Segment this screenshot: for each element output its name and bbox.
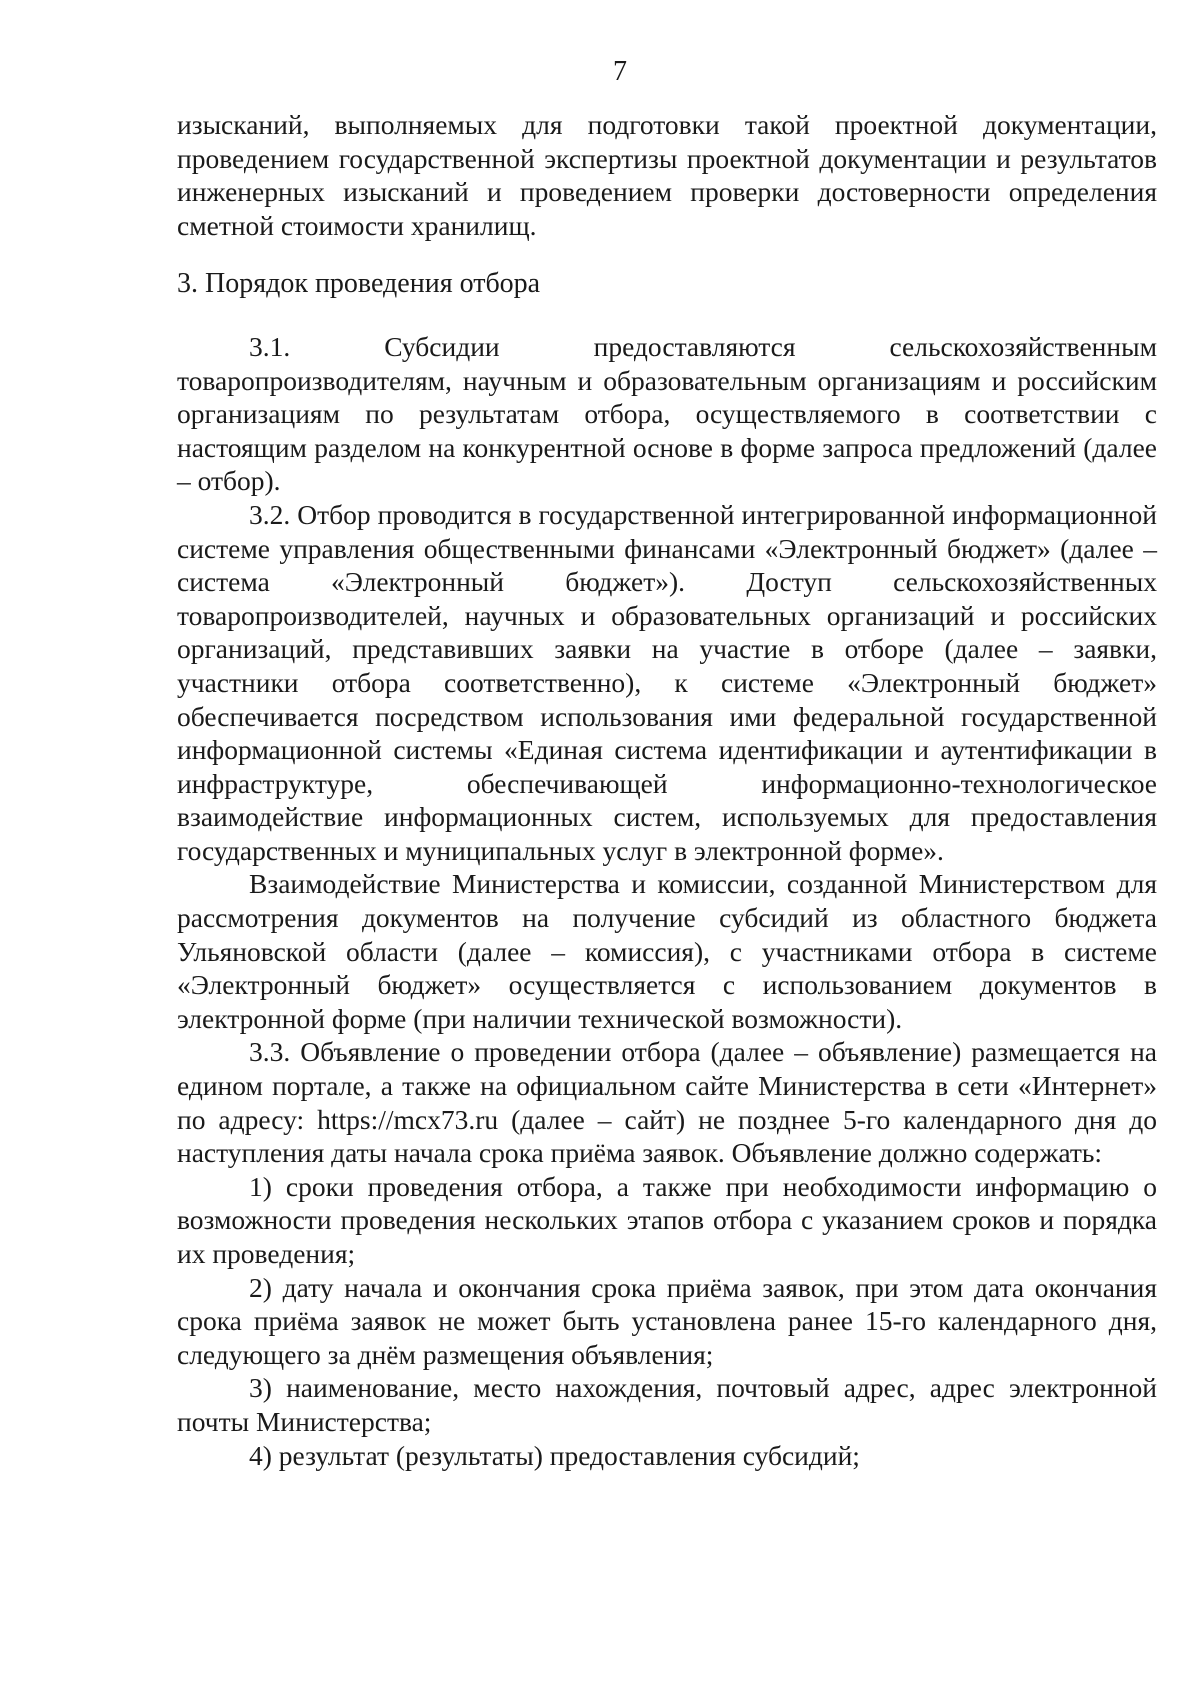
paragraph-3-3: 3.3. Объявление о проведении отбора (далее – объявление) размещается на едином портале, а также на официальном сайте Министерства в сети «Интернет» по адресу: https://mcx73.ru (далее – сайт) не позднее 5-го календарного дня до наступления даты начала срока приёма заявок. Объявление должно содержать: xyxy=(177,1036,1157,1169)
paragraph-3-2: 3.2. Отбор проводится в государственной интегрированной информационной системе управления общественными финансами «Электронный бюджет» (далее – система «Электронный бюджет»). Доступ сельскохозяйственных товаропроизводителей, научных и образовательных организаций и российских организаций, представивших заявки на участие в отборе (далее – заявки, участники отбора соответственно), к системе «Электронный бюджет» обеспечивается посредством использования ими федеральной государственной информационной системы «Единая система идентификации и аутентификации в инфраструктуре, обеспечивающей информационно-технологическое взаимодействие информационных систем, используемых для предоставления государственных и муниципальных услуг в электронной форме». xyxy=(177,498,1157,866)
paragraph-3-1: 3.1. Субсидии предоставляются сельскохозяйственным товаропроизводителям, научным и образовательным организациям и российским организациям по результатам отбора, осуществляемого в соответствии с настоящим разделом на конкурентной основе в форме запроса предложений (далее – отбор). xyxy=(177,330,1157,497)
document-body xyxy=(177,108,1157,1472)
paragraph-interaction: Взаимодействие Министерства и комиссии, созданной Министерством для рассмотрения документов на получение субсидий из областного бюджета Ульяновской области (далее – комиссия), с участниками отбора в системе «Электронный бюджет» осуществляется с использованием документов в электронной форме (при наличии технической возможности). xyxy=(177,868,1157,1034)
list-item-4: 4) результат (результаты) предоставления субсидий; xyxy=(249,1439,860,1471)
list-item-3: 3) наименование, место нахождения, почтовый адрес, адрес электронной почты Министерства; xyxy=(177,1372,1157,1437)
continuation-paragraph: изысканий, выполняемых для подготовки такой проектной документации, проведением государственной экспертизы проектной документации и результатов инженерных изысканий и проведением проверки достоверности определения сметной стоимости хранилищ. xyxy=(177,109,1157,241)
section-heading: 3. Порядок проведения отбора xyxy=(177,268,541,300)
page-number: 7 xyxy=(613,56,627,87)
list-item-1: 1) сроки проведения отбора, а также при необходимости информацию о возможности проведения нескольких этапов отбора с указанием сроков и порядка их проведения; xyxy=(177,1170,1157,1269)
list-item-2: 2) дату начала и окончания срока приёма заявок, при этом дата окончания срока приёма заявок не может быть установлена ранее 15-го календарного дня, следующего за днём размещения объявления; xyxy=(177,1271,1157,1370)
